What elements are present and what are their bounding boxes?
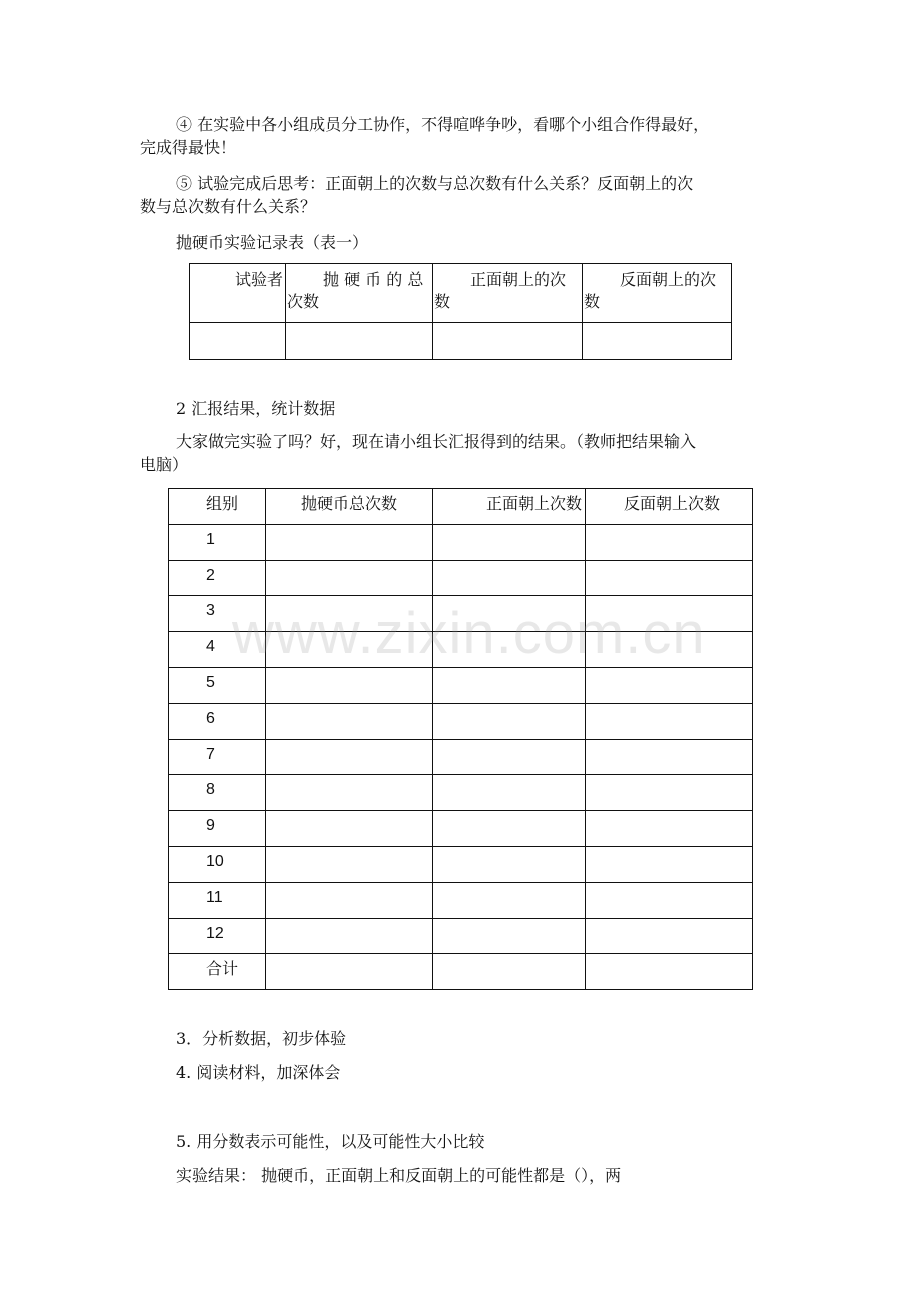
- table-row: [169, 667, 753, 703]
- table-row: [190, 323, 732, 360]
- table-row: [169, 775, 753, 811]
- experiment-record-table: [189, 263, 732, 360]
- table-cell[interactable]: [266, 846, 433, 882]
- table-row: [169, 560, 753, 596]
- table-cell[interactable]: [583, 323, 732, 360]
- table-cell[interactable]: [286, 323, 433, 360]
- watermark-text: www.zixin.com.cn: [232, 601, 706, 666]
- table-cell[interactable]: [433, 323, 583, 360]
- table-header-cell: 反面朝上的次 数: [583, 264, 732, 323]
- table-cell[interactable]: [586, 739, 753, 775]
- step-5-line-1: ⑤ 试验完成后思考：正面朝上的次数与总次数有什么关系？反面朝上的次: [176, 174, 694, 193]
- table-cell[interactable]: [433, 524, 586, 560]
- group-label-cell: [169, 882, 266, 918]
- step-4-paragraph: [140, 113, 790, 159]
- table-cell[interactable]: [586, 775, 753, 811]
- table-row: [169, 846, 753, 882]
- group-label: 合计: [206, 959, 239, 979]
- table-cell[interactable]: [586, 524, 753, 560]
- group-label: 10: [206, 852, 224, 870]
- experiment-result-line: 实验结果： 抛硬币，正面朝上和反面朝上的可能性都是（），两: [176, 1166, 622, 1185]
- section-4-heading: 4. 阅读材料，加深体会: [176, 1063, 341, 1082]
- table-cell[interactable]: [433, 882, 586, 918]
- group-label: 6: [206, 709, 215, 727]
- step-4-line-1: ④ 在实验中各小组成员分工协作，不得喧哗争吵，看哪个小组合作得最好，: [176, 115, 710, 134]
- table-cell[interactable]: [586, 954, 753, 990]
- group-label-cell: [169, 524, 266, 560]
- table-row: [169, 882, 753, 918]
- report-paragraph: [140, 430, 790, 476]
- table-cell[interactable]: [586, 811, 753, 847]
- group-label-cell: [169, 667, 266, 703]
- table-cell[interactable]: [433, 954, 586, 990]
- group-label-cell: [169, 918, 266, 954]
- group-label: 9: [206, 817, 215, 835]
- table-cell[interactable]: [433, 703, 586, 739]
- table-row: [169, 811, 753, 847]
- table-cell[interactable]: [433, 846, 586, 882]
- table-cell[interactable]: [586, 560, 753, 596]
- table-cell[interactable]: [433, 560, 586, 596]
- table-cell[interactable]: [586, 667, 753, 703]
- table-row: [169, 918, 753, 954]
- table-row: [169, 954, 753, 990]
- step-4-line-2: 完成得最快！: [140, 138, 237, 157]
- group-label: 12: [206, 924, 224, 942]
- step-5-paragraph: [140, 172, 790, 218]
- table-cell[interactable]: [266, 775, 433, 811]
- group-label: 11: [206, 888, 223, 906]
- table-row: [169, 524, 753, 560]
- table-cell[interactable]: [190, 323, 286, 360]
- table-cell[interactable]: [433, 739, 586, 775]
- section-3-heading: 3．分析数据，初步体验: [176, 1029, 347, 1048]
- table-cell[interactable]: [266, 918, 433, 954]
- report-line-1: 大家做完实验了吗？好，现在请小组长汇报得到的结果。（教师把结果输入: [176, 432, 697, 451]
- table-header-cell: 抛硬币总次数: [266, 489, 433, 525]
- table-cell[interactable]: [266, 524, 433, 560]
- table-header-cell: 抛 硬 币 的 总 次数: [286, 264, 433, 323]
- table-header-cell: 反面朝上次数: [586, 489, 753, 525]
- group-label: 3: [206, 602, 215, 620]
- table-cell[interactable]: [586, 918, 753, 954]
- group-label: 5: [206, 673, 215, 691]
- table-cell[interactable]: [266, 739, 433, 775]
- table-cell[interactable]: [586, 703, 753, 739]
- table-header-cell: 组别: [169, 489, 266, 525]
- table-header-cell: 正面朝上次数: [433, 489, 586, 525]
- table-cell[interactable]: [433, 918, 586, 954]
- group-results-table: [168, 488, 753, 990]
- table-cell[interactable]: [266, 703, 433, 739]
- table-row: [169, 739, 753, 775]
- group-label-cell: [169, 703, 266, 739]
- table-header-row: [169, 489, 753, 525]
- table-cell[interactable]: [266, 882, 433, 918]
- section-5-heading: 5. 用分数表示可能性，以及可能性大小比较: [176, 1132, 485, 1151]
- table-cell[interactable]: [433, 811, 586, 847]
- table-row: [169, 703, 753, 739]
- group-label-cell: [169, 775, 266, 811]
- group-label: 4: [206, 638, 215, 656]
- table-cell[interactable]: [266, 811, 433, 847]
- table-cell[interactable]: [586, 846, 753, 882]
- table-cell[interactable]: [433, 775, 586, 811]
- report-line-2: 电脑）: [140, 455, 189, 474]
- group-label-cell: [169, 846, 266, 882]
- group-label: 8: [206, 781, 215, 799]
- group-label-cell: [169, 811, 266, 847]
- section-2-heading: 2 汇报结果，统计数据: [176, 399, 336, 418]
- table-header-cell: 正面朝上的次 数: [433, 264, 583, 323]
- group-label: 1: [206, 530, 215, 548]
- step-5-line-2: 数与总次数有什么关系？: [140, 197, 317, 216]
- table-cell[interactable]: [266, 560, 433, 596]
- group-label-cell: [169, 560, 266, 596]
- table-cell[interactable]: [433, 667, 586, 703]
- table1-caption: 抛硬币实验记录表（表一）: [176, 233, 369, 252]
- table-header-cell: 试验者: [190, 264, 286, 323]
- table-header-row: [190, 264, 732, 323]
- group-label-cell: [169, 954, 266, 990]
- table-cell[interactable]: [586, 882, 753, 918]
- group-label: 7: [206, 745, 215, 763]
- table-cell[interactable]: [266, 667, 433, 703]
- group-label-cell: [169, 739, 266, 775]
- group-label: 2: [206, 566, 215, 584]
- table-cell[interactable]: [266, 954, 433, 990]
